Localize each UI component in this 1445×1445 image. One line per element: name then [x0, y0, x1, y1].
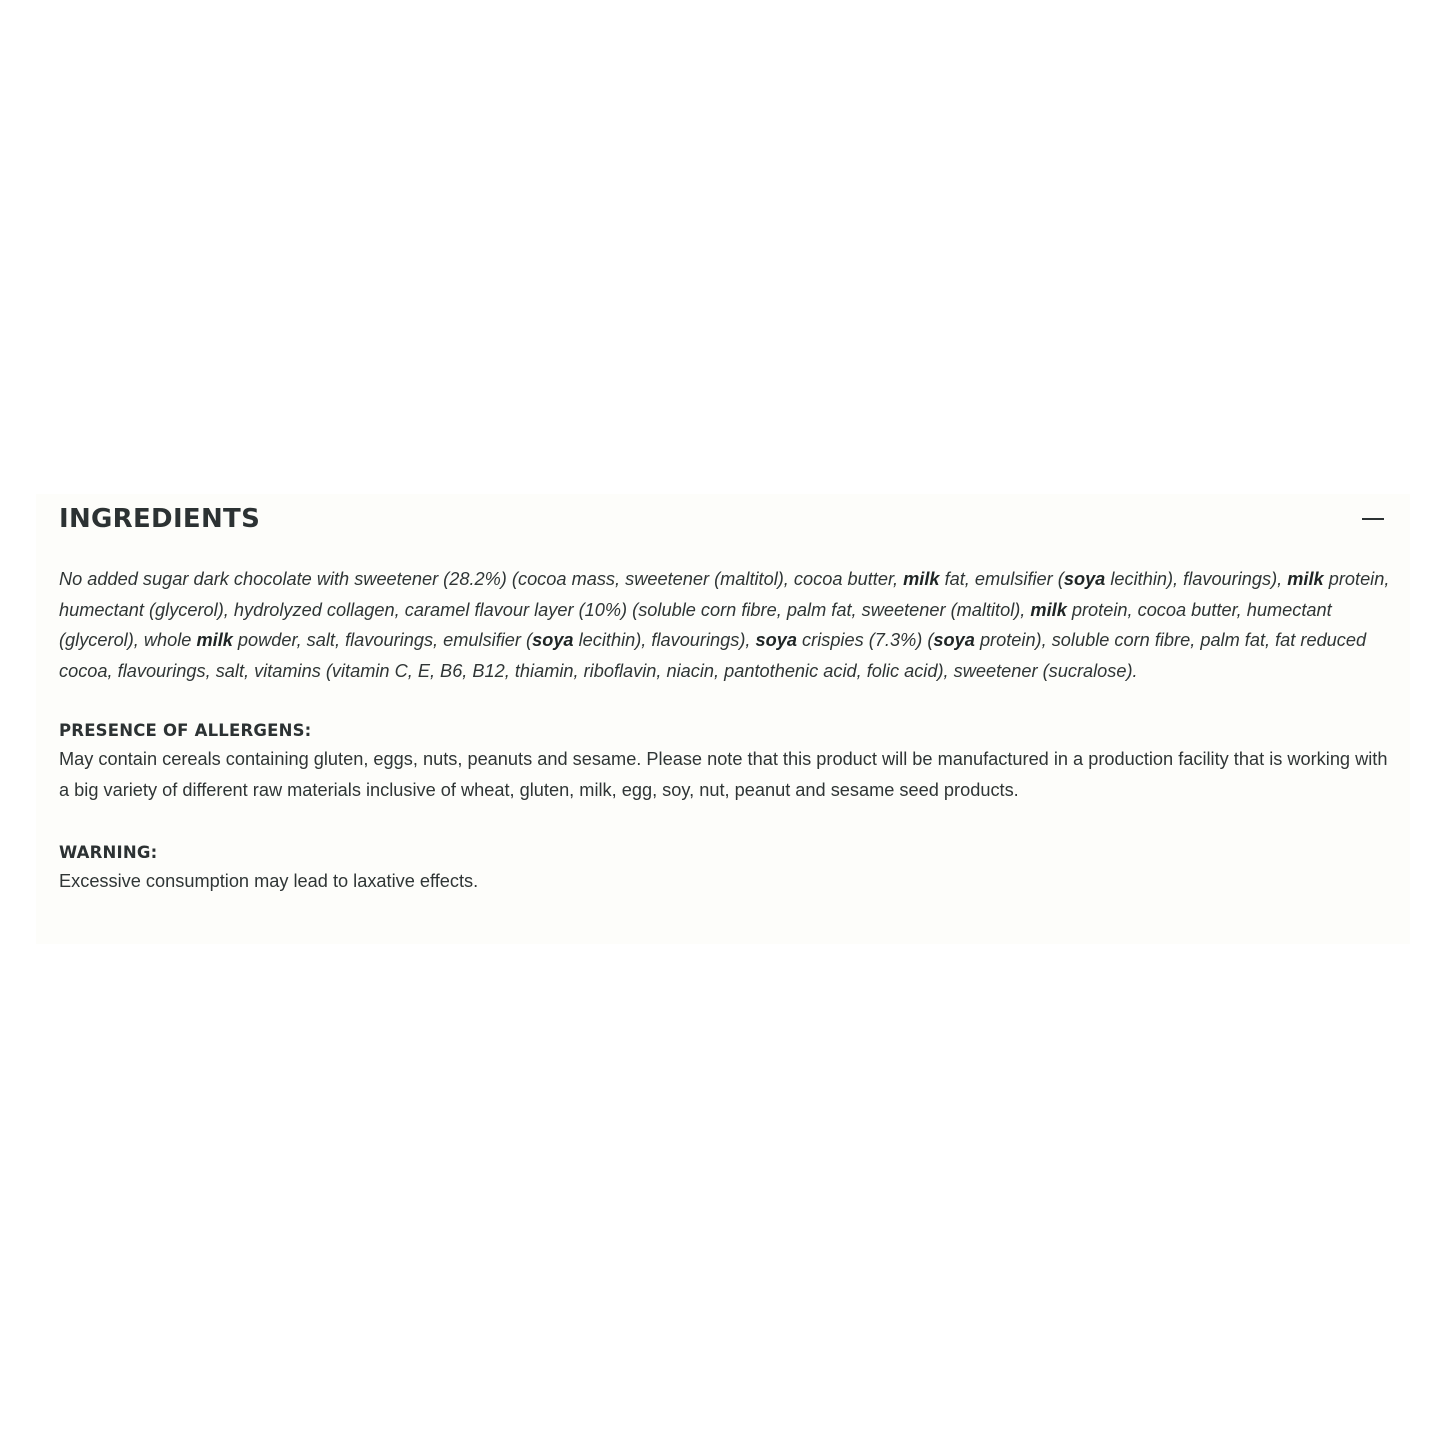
accordion-header[interactable] [59, 494, 1389, 542]
allergen-highlight: milk [903, 569, 940, 589]
allergen-highlight: milk [1030, 599, 1067, 620]
ingredient-segment: No added sugar dark chocolate with sweetener (28.2%) (cocoa mass, sweetener (maltitol), cocoa butter, [59, 569, 904, 589]
ingredients-text [59, 564, 1399, 686]
ingredient-segment: protein, cocoa butter, humectant (glycerol), whole [59, 599, 1332, 651]
allergens-section [59, 718, 1399, 805]
ingredient-segment: fat, emulsifier ( [939, 569, 1064, 589]
allergen-highlight: soya [532, 630, 574, 651]
allergen-highlight: soya [755, 630, 797, 651]
warning-heading: WARNING: [59, 843, 158, 862]
allergen-highlight: milk [1287, 569, 1324, 589]
ingredient-segment: lecithin), flavourings), [1105, 569, 1288, 589]
ingredient-segment: protein), soluble corn fibre, palm fat, fat reduced cocoa, flavourings, salt, vitamins (vitamin C, E, B6, B12, thiamin, riboflavin, niacin, pantothenic acid, folic acid), sweetener (sucralose). [59, 630, 1367, 681]
minus-icon [1362, 518, 1384, 520]
allergen-highlight: soya [1063, 569, 1106, 589]
warning-text: Excessive consumption may lead to laxative effects. [59, 871, 479, 891]
ingredients-panel [36, 494, 1410, 944]
allergens-text: May contain cereals containing gluten, eggs, nuts, peanuts and sesame. Please note that this product will be manufactured in a production facility that is working with a big variety of different raw materials inclusive of wheat, gluten, milk, egg, soy, nut, peanut and sesame seed products. [59, 749, 1388, 800]
allergen-highlight: soya [933, 630, 975, 651]
allergens-heading: PRESENCE OF ALLERGENS: [59, 721, 312, 740]
ingredient-segment: lecithin), flavourings), [573, 630, 756, 651]
ingredient-segment: crispies (7.3%) ( [796, 630, 934, 651]
ingredient-segment: powder, salt, flavourings, emulsifier ( [232, 630, 533, 651]
section-title: INGREDIENTS [59, 504, 261, 534]
ingredient-segment: protein, humectant (glycerol), hydrolyzed collagen, caramel flavour layer (10%) (soluble corn fibre, palm fat, sweetener (maltitol), [59, 569, 1390, 620]
collapse-button[interactable] [1357, 506, 1389, 532]
warning-section [59, 840, 1399, 897]
allergen-highlight: milk [196, 630, 233, 651]
